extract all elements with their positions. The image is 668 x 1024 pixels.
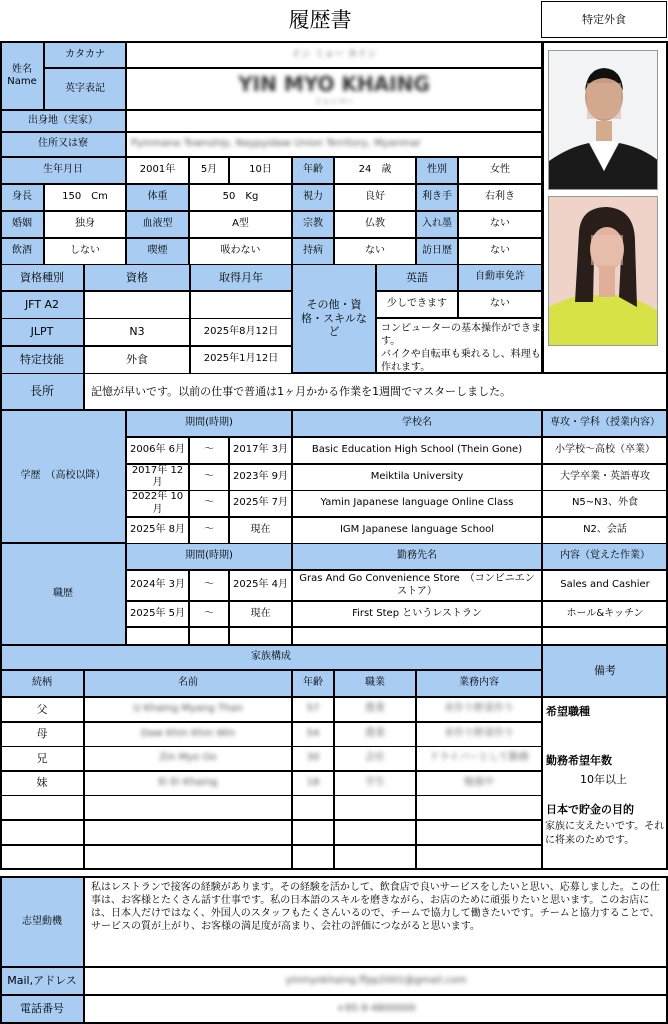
dob-day: 10日 <box>229 157 292 184</box>
edu-period-header: 期間(時期) <box>126 410 292 437</box>
other-skills-label: その他・資格・スキルなど <box>292 264 376 373</box>
work-sep: ～ <box>189 570 229 601</box>
mail-value: yinmyokhaing.ffpp2001@gmail.com <box>84 967 668 995</box>
edu-major-header: 専攻・学科（授業内容） <box>542 410 668 437</box>
family-name <box>84 795 292 820</box>
attr-label: 宗教 <box>292 211 334 238</box>
gender-value: 女性 <box>458 157 542 184</box>
family-title: 家族構成 <box>0 645 542 670</box>
family-job <box>334 845 416 870</box>
family-duty-text: 米作り野菜作り <box>444 727 514 739</box>
romaji-label: 英字表記 <box>44 68 126 110</box>
family-age <box>292 697 334 722</box>
attr-label: 視力 <box>292 184 334 211</box>
edu-to: 2023年 9月 <box>229 464 292 491</box>
family-relation <box>0 820 84 845</box>
attr-label: 喫煙 <box>126 238 189 265</box>
romaji-value: YIN MYO KHAING ミャンマー <box>126 68 542 110</box>
family-name <box>84 845 292 870</box>
family-relation <box>0 795 84 820</box>
qual-type: 特定技能 <box>0 346 84 374</box>
edu-from: 2017年 12月 <box>126 464 189 491</box>
attr-label: 持病 <box>292 238 334 265</box>
age-label: 年齢 <box>292 157 334 184</box>
address-value: Pyinmana Township, Naypyidaw Union Territory, Myanmar <box>126 132 542 157</box>
family-age-text: 57 <box>306 703 320 715</box>
family-age <box>292 746 334 771</box>
work-label: 職歴 <box>0 543 126 645</box>
attr-value: A型 <box>189 211 292 238</box>
work-company-header: 勤務先名 <box>292 543 542 570</box>
fam-relation-header: 続柄 <box>0 670 84 697</box>
family-duty <box>416 771 542 796</box>
work-company: Gras And Go Convenience Store （コンビニエンストア） <box>292 570 542 601</box>
gender-label: 性別 <box>416 157 458 184</box>
qual-date <box>190 291 292 319</box>
edu-sep: ～ <box>189 464 229 491</box>
attr-label: 訪日歴 <box>416 238 458 265</box>
attr-value: ない <box>458 211 542 238</box>
family-job <box>334 746 416 771</box>
attr-label: 血液型 <box>126 211 189 238</box>
motivation-text: 私はレストランで接客の経験があります。その経験を活かして、飲食店で良いサービスをしたいと思い、応募しました。この仕事は、お客様とたくさん話す仕事です。私の日本語のスキルを磨きながら、お店のために頑張りたいと思います。このお店には、日本人だけではなく、外国人のスタッフもたくさんいるので、チームで協力して働きたいです。チームと協力することで、サービスの質が上がり、お客様の満足度が高まり、会社の評価につながると思います。 <box>84 877 668 967</box>
motivation-label: 志望動機 <box>0 877 84 967</box>
work-to: 2025年 4月 <box>229 570 292 601</box>
family-name-text: Daw Khin Khin Win <box>140 727 236 739</box>
work-period-header: 期間(時期) <box>126 543 292 570</box>
attr-value: 良好 <box>334 184 416 211</box>
attr-value: 仏教 <box>334 211 416 238</box>
work-from: 2025年 5月 <box>126 601 189 627</box>
name-label: 姓名 Name <box>0 42 44 110</box>
attr-label: 利き手 <box>416 184 458 211</box>
family-duty <box>416 820 542 845</box>
qual-type: JLPT <box>0 318 84 346</box>
work-company: First Step というレストラン <box>292 601 542 627</box>
family-age-text: 54 <box>306 727 320 739</box>
edu-school: Basic Education High School (Thein Gone) <box>292 437 542 464</box>
family-job-text: 農業 <box>365 703 385 715</box>
fam-job-header: 職業 <box>334 670 416 697</box>
attr-value: 50 Kg <box>189 184 292 211</box>
edu-major: N2、会話 <box>542 517 668 544</box>
other-skills-text: コンピューターの基本操作ができます。 バイクや自転車も乗れるし、料理も作れます。 <box>376 318 542 373</box>
family-name <box>84 722 292 747</box>
family-name <box>84 697 292 722</box>
work-from: 2024年 3月 <box>126 570 189 601</box>
family-age-text: 30 <box>306 752 320 764</box>
attr-value: 独身 <box>44 211 126 238</box>
family-relation: 妹 <box>0 771 84 796</box>
edu-major: 大学卒業・英語専攻 <box>542 464 668 491</box>
family-age <box>292 722 334 747</box>
edu-school-header: 学校名 <box>292 410 542 437</box>
family-job <box>334 722 416 747</box>
edu-major: 小学校～高校（卒業） <box>542 437 668 464</box>
education-label: 学歴 （高校以降） <box>0 410 126 543</box>
family-name-text: Ei Ei Khaing <box>158 777 218 789</box>
edu-major: N5~N3、外食 <box>542 490 668 517</box>
address-label: 住所又は寮 <box>0 132 126 157</box>
edu-school: Yamin Japanese language Online Class <box>292 490 542 517</box>
attr-label: 入れ墨 <box>416 211 458 238</box>
family-age <box>292 795 334 820</box>
license-value: ない <box>458 291 542 318</box>
qual-date: 2025年8月12日 <box>190 318 292 346</box>
family-job <box>334 795 416 820</box>
attr-label: 体重 <box>126 184 189 211</box>
family-job-text: 会社 <box>365 752 385 764</box>
family-name <box>84 746 292 771</box>
attr-value: 吸わない <box>189 238 292 265</box>
family-duty-text: ドライバーとして勤務 <box>429 752 529 764</box>
fam-age-header: 年齢 <box>292 670 334 697</box>
attr-value: ない <box>458 238 542 265</box>
work-to <box>229 627 292 645</box>
family-relation: 母 <box>0 722 84 747</box>
family-name-text: U Khaing Myang Than <box>133 703 243 715</box>
english-label: 英語 <box>376 264 458 291</box>
photo-area-frame <box>542 42 668 373</box>
family-duty <box>416 795 542 820</box>
license-label: 自動車免許 <box>458 264 542 291</box>
qual-name: N3 <box>84 318 190 346</box>
katakana-value: イン ミョー カイン <box>126 42 542 68</box>
family-relation: 兄 <box>0 746 84 771</box>
family-job-text: 農業 <box>365 727 385 739</box>
attr-label: 身長 <box>0 184 44 211</box>
strengths-label: 長所 <box>0 373 84 410</box>
work-from <box>126 627 189 645</box>
edu-sep: ～ <box>189 437 229 464</box>
strengths-text: 記憶が早いです。以前の仕事で普通は1ヶ月かかる作業を1週間でマスターしました。 <box>84 373 668 410</box>
work-sep <box>189 627 229 645</box>
family-job <box>334 771 416 796</box>
phone-label: 電話番号 <box>0 995 84 1023</box>
family-age <box>292 845 334 870</box>
family-job <box>334 697 416 722</box>
work-company <box>292 627 542 645</box>
family-duty-text: 米作り野菜作り <box>444 703 514 715</box>
work-years-label: 勤務希望年数 <box>546 754 612 767</box>
edu-sep: ～ <box>189 490 229 517</box>
edu-from: 2022年 10月 <box>126 490 189 517</box>
age-value: 24 歳 <box>334 157 416 184</box>
family-job <box>334 820 416 845</box>
family-relation <box>0 845 84 870</box>
english-value: 少しできます <box>376 291 458 318</box>
savings-text: 家族に支えたいです。それに将来のためです。 <box>545 821 665 846</box>
qual-type: JFT A2 <box>0 291 84 319</box>
edu-from: 2006年 6月 <box>126 437 189 464</box>
work-content: ホール&キッチン <box>542 601 668 627</box>
fam-duty-header: 業務内容 <box>416 670 542 697</box>
qual-type-header: 資格種別 <box>0 264 84 291</box>
dob-month: 5月 <box>189 157 229 184</box>
birthplace-value <box>126 110 542 132</box>
family-name <box>84 820 292 845</box>
attr-value: 150 Cm <box>44 184 126 211</box>
family-duty <box>416 722 542 747</box>
dob-label: 生年月日 <box>0 157 126 184</box>
birthplace-label: 出身地（実家） <box>0 110 126 132</box>
savings-label: 日本で貯金の目的 <box>546 803 634 816</box>
attr-value: しない <box>44 238 126 265</box>
qual-name: 外食 <box>84 346 190 374</box>
katakana-label: カタカナ <box>44 42 126 68</box>
job-type-box: 特定外食 <box>541 1 667 38</box>
attr-value: 右利き <box>458 184 542 211</box>
qual-header: 資格 <box>84 264 190 291</box>
work-content <box>542 627 668 645</box>
edu-from: 2025年 8月 <box>126 517 189 544</box>
remarks-label: 備考 <box>542 645 668 697</box>
edu-school: IGM Japanese language School <box>292 517 542 544</box>
qual-date-header: 取得月年 <box>190 264 292 291</box>
family-relation: 父 <box>0 697 84 722</box>
family-job-text: 学生 <box>365 777 385 789</box>
dob-year: 2001年 <box>126 157 189 184</box>
family-duty <box>416 697 542 722</box>
attr-label: 飲酒 <box>0 238 44 265</box>
work-content: Sales and Cashier <box>542 570 668 601</box>
work-sep: ～ <box>189 601 229 627</box>
family-age <box>292 820 334 845</box>
work-content-header: 内容（覚えた作業） <box>542 543 668 570</box>
fam-name-header: 名前 <box>84 670 292 697</box>
family-age <box>292 771 334 796</box>
phone-value: +95-9-4800000 <box>84 995 668 1023</box>
qual-name <box>84 291 190 319</box>
desired-job-label: 希望職種 <box>546 705 590 718</box>
edu-to: 2017年 3月 <box>229 437 292 464</box>
attr-label: 婚姻 <box>0 211 44 238</box>
family-duty <box>416 845 542 870</box>
family-duty-text: 勉強中 <box>464 777 494 789</box>
family-age-text: 18 <box>306 777 320 789</box>
work-to: 現在 <box>229 601 292 627</box>
edu-to: 現在 <box>229 517 292 544</box>
attr-value: ない <box>334 238 416 265</box>
edu-school: Meiktila University <box>292 464 542 491</box>
work-years-value: 10年以上 <box>580 773 627 786</box>
family-duty <box>416 746 542 771</box>
edu-to: 2025年 7月 <box>229 490 292 517</box>
mail-label: Mail,アドレス <box>0 967 84 995</box>
qual-date: 2025年1月12日 <box>190 346 292 374</box>
family-name <box>84 771 292 796</box>
family-name-text: Zin Myo Oo <box>159 752 217 764</box>
edu-sep: ～ <box>189 517 229 544</box>
page-title: 履歴書 <box>288 8 352 32</box>
